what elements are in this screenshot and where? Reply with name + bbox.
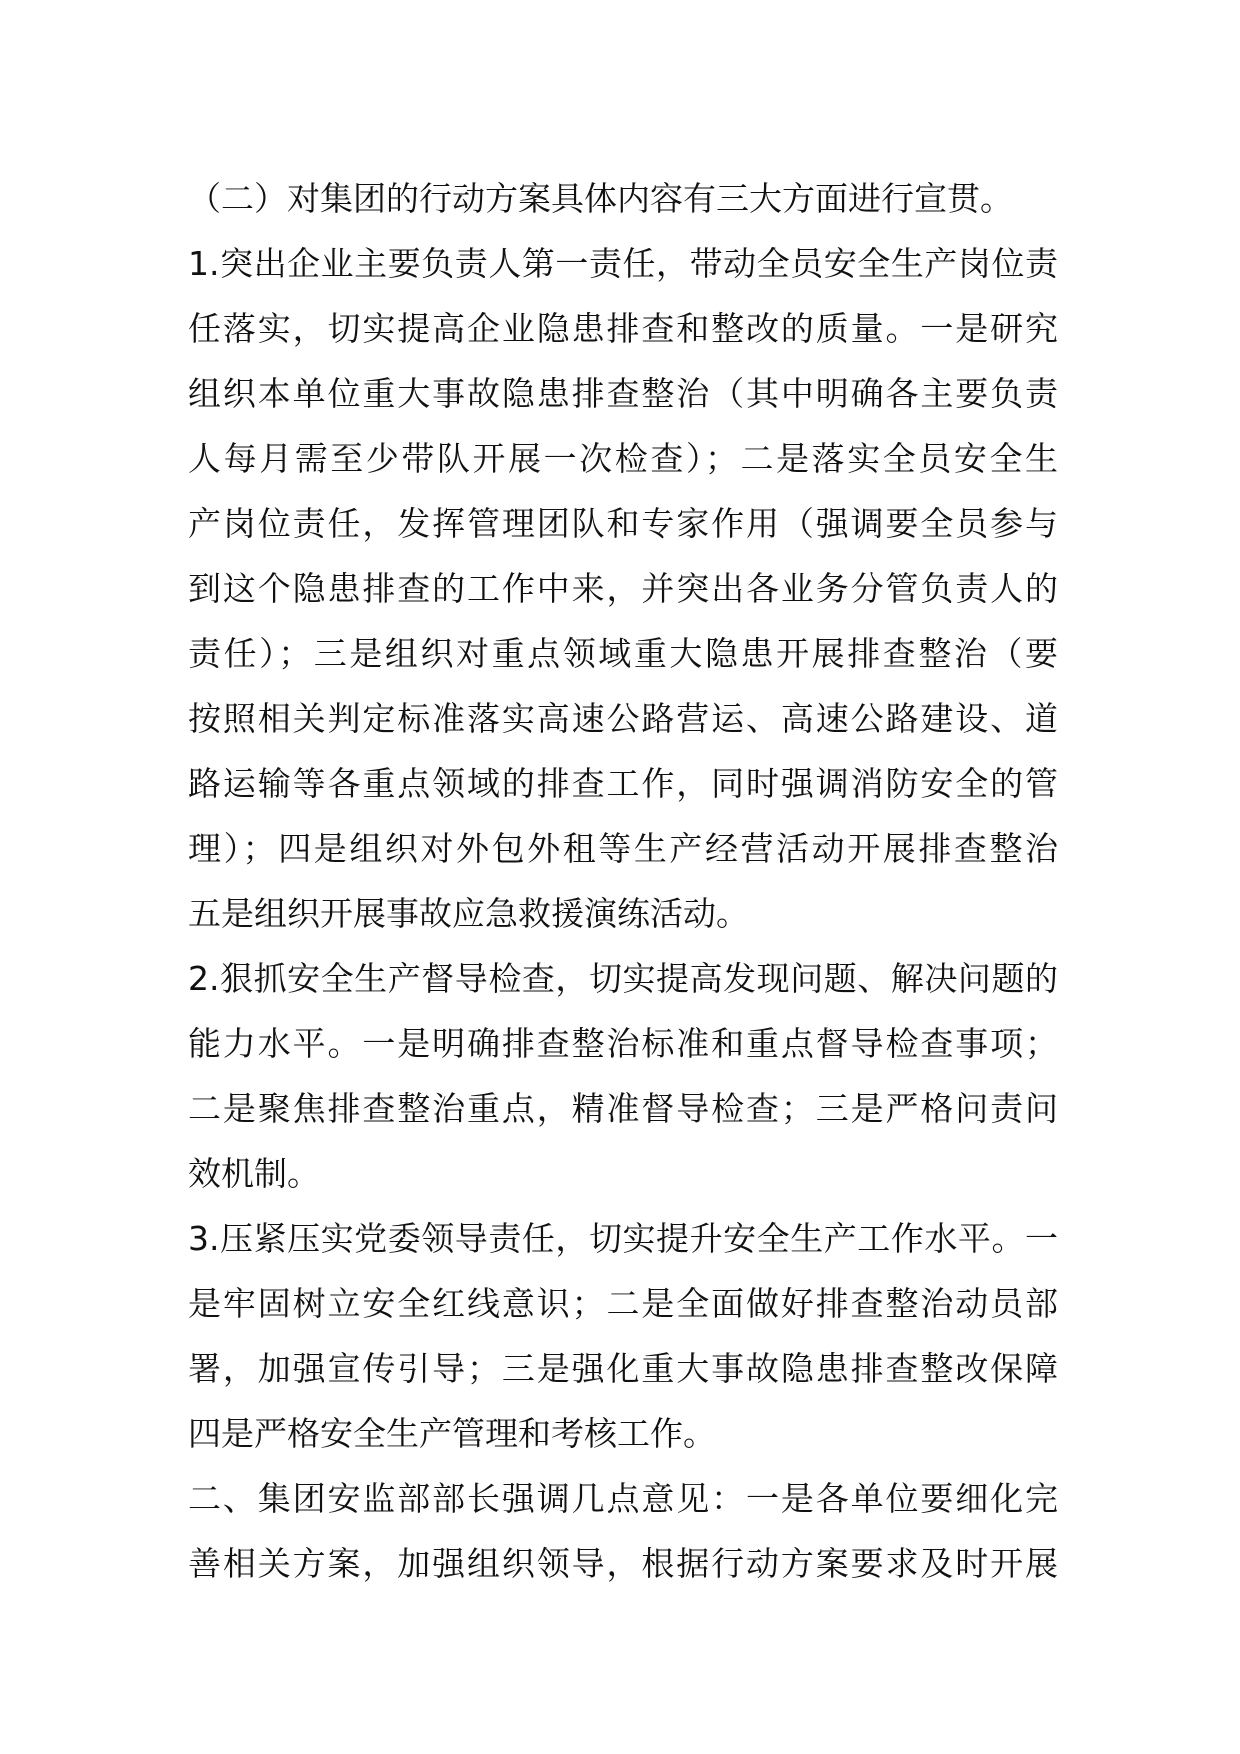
- text-line: 组织本单位重大事故隐患排查整治（其中明确各主要负责: [188, 374, 1058, 413]
- text-line: 四是严格安全生产管理和考核工作。: [188, 1414, 716, 1453]
- text-line: 3.压紧压实党委领导责任，切实提升安全生产工作水平。一: [188, 1219, 1058, 1258]
- text-line: 产岗位责任，发挥管理团队和专家作用（强调要全员参与: [188, 504, 1058, 543]
- text-line: 2.狠抓安全生产督导检查，切实提高发现问题、解决问题的: [188, 959, 1058, 998]
- text-line: 责任）；三是组织对重点领域重大隐患开展排查整治（要: [188, 634, 1058, 673]
- text-line: 按照相关判定标准落实高速公路营运、高速公路建设、道: [188, 699, 1058, 738]
- text-line: 二、集团安监部部长强调几点意见：一是各单位要细化完: [188, 1479, 1058, 1518]
- text-line: 任落实，切实提高企业隐患排查和整改的质量。一是研究: [188, 309, 1058, 348]
- text-line: 五是组织开展事故应急救援演练活动。: [188, 894, 749, 933]
- text-line: 人每月需至少带队开展一次检查）；二是落实全员安全生: [188, 439, 1058, 478]
- text-line: （二）对集团的行动方案具体内容有三大方面进行宣贯。: [188, 179, 1013, 218]
- text-line: 路运输等各重点领域的排查工作，同时强调消防安全的管: [188, 764, 1058, 803]
- text-line: 理）；四是组织对外包外租等生产经营活动开展排查整治: [188, 829, 1058, 868]
- text-line: 效机制。: [188, 1154, 320, 1193]
- text-line: 能力水平。一是明确排查整治标准和重点督导检查事项；: [188, 1024, 1058, 1063]
- text-line: 1.突出企业主要负责人第一责任，带动全员安全生产岗位责: [188, 244, 1058, 283]
- document-body: [188, 166, 1058, 1596]
- text-line: 是牢固树立安全红线意识；二是全面做好排查整治动员部: [188, 1284, 1058, 1323]
- text-line: 到这个隐患排查的工作中来，并突出各业务分管负责人的: [188, 569, 1058, 608]
- text-line: 善相关方案，加强组织领导，根据行动方案要求及时开展: [188, 1544, 1058, 1583]
- text-line: 二是聚焦排查整治重点，精准督导检查；三是严格问责问: [188, 1089, 1058, 1128]
- text-line: 署，加强宣传引导；三是强化重大事故隐患排查整改保障: [188, 1349, 1058, 1388]
